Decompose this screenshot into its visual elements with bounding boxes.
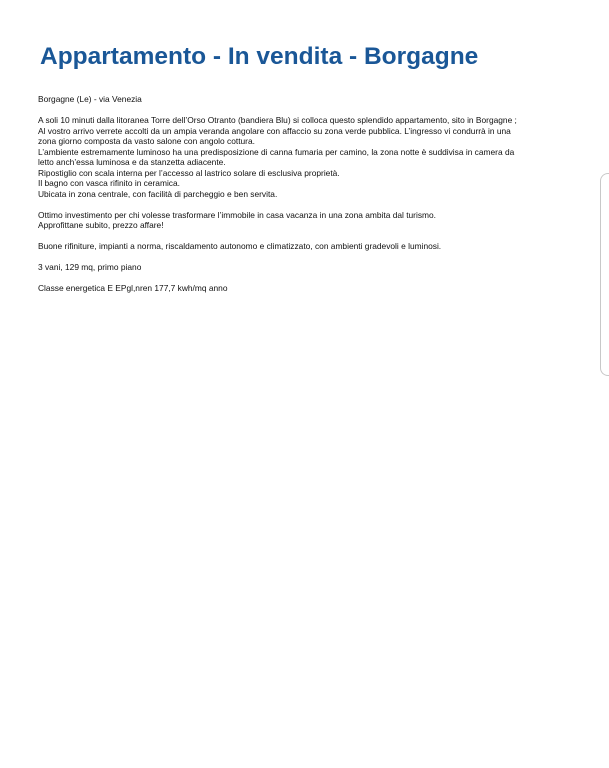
description-line: Ubicata in zona centrale, con facilità di parcheggio e ben servita. (38, 188, 278, 199)
scroll-panel-edge[interactable] (600, 173, 609, 376)
specs-text: 3 vani, 129 mq, primo piano (38, 262, 142, 272)
description-line: zona giorno composta da vasto salone con angolo cottura. (38, 136, 255, 146)
description-line: Al vostro arrivo verrete accolti da un ampia veranda angolare con affaccio su zona verde pubblica. L’ingresso vi condurrà in una (38, 125, 511, 136)
description-line: L’ambiente estremamente luminoso ha una predisposizione di canna fumaria per camino, la zona notte è suddivisa in camera da (38, 146, 515, 157)
location-text: Borgagne (Le) - via Venezia (38, 94, 142, 104)
description-line: Il bagno con vasca rifinito in ceramica. (38, 178, 180, 188)
features-text: Buone rifiniture, impianti a norma, riscaldamento autonomo e climatizzato, con ambienti gradevoli e luminosi. (38, 241, 442, 251)
investment-line: Approfittane subito, prezzo affare! (38, 220, 164, 230)
description-line: A soli 10 minuti dalla litoranea Torre dell’Orso Otranto (bandiera Blu) si colloca questo splendido appartamento, sito in Borgagne ; (38, 115, 517, 125)
description-paragraph (38, 115, 574, 199)
energy-class-text: Classe energetica E EPgl,nren 177,7 kwh/mq anno (38, 283, 228, 293)
investment-paragraph (38, 210, 574, 231)
description-line: Ripostiglio con scala interna per l’accesso al lastrico solare di esclusiva proprietà. (38, 167, 340, 178)
page-title: Appartamento - In vendita - Borgagne (40, 43, 479, 70)
description-line: letto anch’essa luminosa e da stanzetta adiacente. (38, 157, 226, 167)
investment-line: Ottimo investimento per chi volesse trasformare l’immobile in casa vacanza in una zona ambita dal turismo. (38, 209, 436, 220)
listing-content (38, 94, 574, 294)
